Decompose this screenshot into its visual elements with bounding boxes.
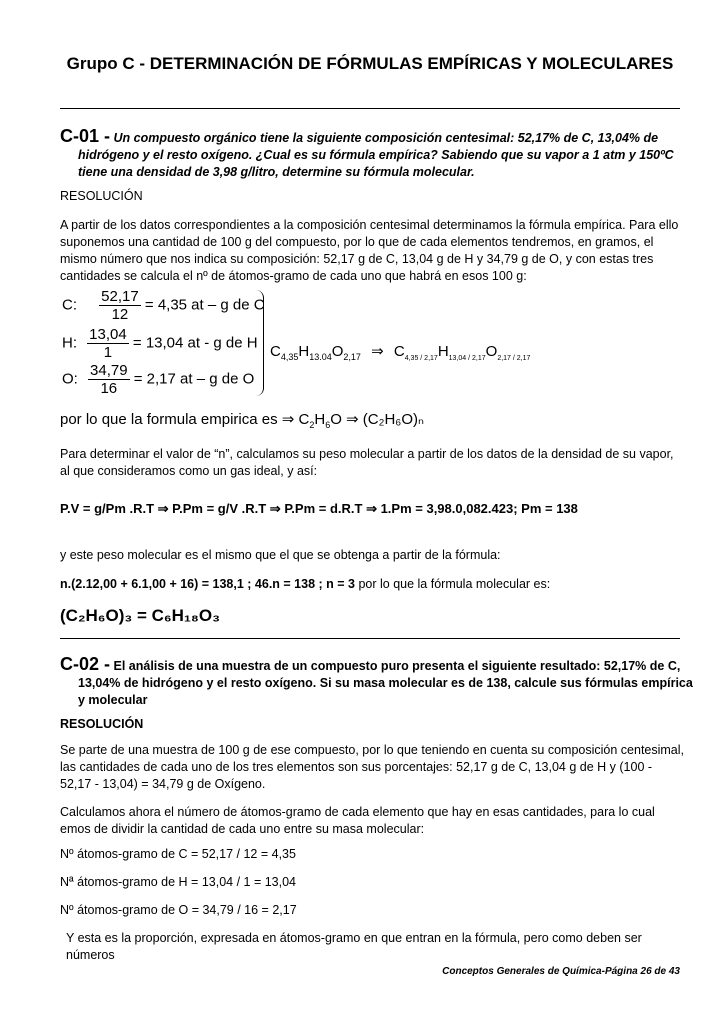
intro-paragraph: A partir de los datos correspondientes a la composición centesimal determinamos la fórmula empírica. Para ello suponemos una cantidad de 100 g del compuesto, por lo que de cada elementos tendremos, en gramos, el mismo número que nos indica su composición: 52,17 g de C, 13,04 g de H y 34,79 g de O, y con estas tres cantidades se calcula el nº de átomos-gramo de cada uno que habrá en esos 100 g: [60, 218, 679, 283]
subscript: 13,04 / 2,17 [448, 355, 486, 362]
raw-formula [270, 342, 530, 362]
denominator: 16 [100, 380, 118, 397]
n-calc-tail: por lo que la fórmula molecular es: [354, 577, 551, 591]
calc-result: = 13,04 at - g de H [132, 334, 258, 352]
brace [255, 290, 264, 396]
calc-label: H: [62, 334, 77, 352]
molecular-formula-result: (C₂H₆O)₃ = C₆H₁₈O₃ [60, 606, 220, 625]
resolution-heading: RESOLUCIÓN [60, 717, 144, 731]
numerator: 52,17 [101, 288, 139, 305]
c02-line-carbon: Nº átomos-gramo de C = 52,17 / 12 = 4,35 [60, 847, 296, 861]
subscript: 2,17 [343, 352, 361, 362]
implies-arrow: ⇒ [371, 343, 384, 360]
page-title: Grupo C - DETERMINACIÓN DE FÓRMULAS EMPÍRICAS Y MOLECULARES [66, 54, 674, 73]
calc-carbon [62, 288, 265, 323]
divider [60, 638, 680, 639]
n-intro-paragraph: Para determinar el valor de “n”, calculamos su peso molecular a partir de los datos de la densidad de su vapor, al que consideramos como un gas ideal, y así: [60, 447, 674, 478]
c02-line-hydrogen: Nª átomos-gramo de H = 13,04 / 1 = 13,04 [60, 875, 297, 889]
calc-result: = 2,17 at – g de O [133, 370, 255, 388]
subscript: 4,35 [280, 352, 299, 362]
problem-id: C-01 - [60, 126, 111, 146]
problem-id: C-02 - [60, 654, 111, 674]
problem-c01-statement [60, 128, 702, 181]
calc-oxygen [62, 362, 254, 397]
calc-hydrogen [62, 326, 258, 361]
problem-text: El análisis de una muestra de un compuesto puro presenta el siguiente resultado: 52,17% de C, 13,04% de hidrógeno y el resto oxígeno. Si su masa molecular es de 138, calcule sus fórmulas empírica y molecular [78, 659, 693, 707]
symbol: C [393, 343, 405, 360]
c02-line-oxygen: Nº átomos-gramo de O = 34,79 / 16 = 2,17 [60, 903, 297, 917]
page-footer: Conceptos Generales de Química-Página 26 de 43 [442, 966, 680, 977]
calc-result: = 4,35 at – g de C [144, 296, 265, 314]
resolution-heading: RESOLUCIÓN [60, 189, 143, 203]
fraction [88, 362, 130, 397]
symbol: O [331, 343, 344, 360]
c02-paragraph-1: Se parte de una muestra de 100 g de ese compuesto, por lo que teniendo en cuenta su composición centesimal, las cantidades de cada uno de los tres elementos son sus porcentajes: 52,17 g de C, 13,04 g de H y (100 - 52,17 - 13,04) = 34,79 g de Oxígeno. [60, 743, 685, 791]
calc-label: C: [62, 296, 77, 314]
c02-paragraph-3: Y esta es la proporción, expresada en átomos-gramo en que entran en la fórmula, pero como deben ser números [66, 931, 642, 962]
empirical-result: (C₂H₆O)ₙ [362, 411, 424, 428]
fraction [87, 326, 129, 361]
denominator: 1 [103, 344, 113, 361]
pv-equation: P.V = g/Pm .R.T ⇒ P.Pm = g/V .R.T ⇒ P.Pm = d.R.T ⇒ 1.Pm = 3,98.0,082.423; Pm = 138 [60, 501, 578, 516]
subscript: 4,35 / 2,17 [404, 355, 438, 362]
subscript: 13.04 [309, 352, 332, 362]
c02-paragraph-2: Calculamos ahora el número de átomos-gramo de cada elemento que hay en esas cantidades, para lo cual emos de dividir la cantidad de cada uno entre su masa molecular: [60, 805, 655, 836]
empirical-text: por lo que la formula empirica es ⇒ C [60, 411, 310, 428]
subscript: 2,17 / 2,17 [497, 355, 531, 362]
divider [60, 108, 680, 109]
same-weight-text: y este peso molecular es el mismo que el que se obtenga a partir de la fórmula: [60, 548, 501, 562]
n-calc-bold: n.(2.12,00 + 6.1,00 + 16) = 138,1 ; 46.n = 138 ; n = 3 [60, 577, 355, 591]
denominator: 12 [111, 306, 129, 323]
fraction [99, 288, 141, 323]
symbol: C [270, 343, 281, 360]
n-calculation [60, 576, 684, 593]
calc-label: O: [62, 370, 78, 388]
empirical-formula-line: por lo que la formula empirica es ⇒ $C_2H_6O$ ⇒ (C₂H₆O)ₙ [60, 411, 424, 430]
symbol: H [298, 343, 310, 360]
numerator: 34,79 [90, 362, 128, 379]
symbol: O [485, 343, 498, 360]
numerator: 13,04 [89, 326, 127, 343]
problem-text: Un compuesto orgánico tiene la siguiente composición centesimal: 52,17% de C, 13,04% de hidrógeno y el resto oxígeno. ¿Cual es su fórmula empírica? Sabiendo que su vapor a 1 atm y 150ºC tiene una densidad de 3,98 g/litro, determine su fórmula molecular. [78, 131, 674, 179]
symbol: H [437, 343, 449, 360]
problem-c02-statement [60, 656, 702, 709]
